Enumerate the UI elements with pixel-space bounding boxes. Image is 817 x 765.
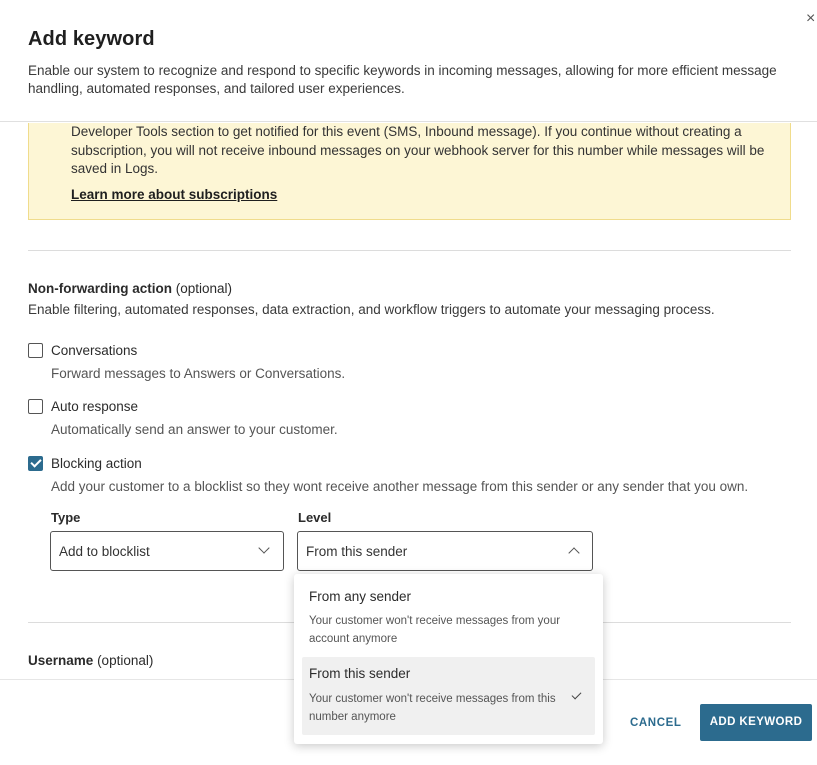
chevron-down-icon [258,542,269,553]
auto-response-description: Automatically send an answer to your customer. [51,422,338,437]
non-forwarding-title [28,281,232,296]
learn-more-subscriptions-link[interactable]: Learn more about subscriptions [71,187,278,202]
blocking-action-checkbox[interactable] [28,456,43,471]
non-forwarding-title-text: Non-forwarding action [28,281,172,296]
optional-tag: (optional) [175,281,233,296]
blocking-action-label[interactable]: Blocking action [51,456,142,471]
auto-response-label[interactable]: Auto response [51,399,139,414]
chevron-up-icon [568,547,579,558]
username-title-text: Username [28,653,94,668]
blocking-action-description: Add your customer to a blocklist so they wont receive another message from this sender or any sender that you own. [51,479,749,494]
auto-response-checkbox[interactable] [28,399,43,414]
conversations-label[interactable]: Conversations [51,343,138,358]
checkmark-icon [572,690,582,700]
optional-tag: (optional) [97,653,154,668]
dialog-header [0,0,817,122]
level-select-value: From this sender [306,544,408,559]
dialog-title: Add keyword [28,28,155,50]
option-description: Your customer won't receive messages from your account anymore [309,615,561,645]
option-title: From this sender [309,666,411,681]
level-label: Level [298,510,332,525]
divider [28,250,791,251]
dropdown-option-from-any-sender[interactable] [302,580,595,652]
cancel-button[interactable]: CANCEL [630,717,682,729]
type-select-value: Add to blocklist [59,544,150,559]
option-description: Your customer won't receive messages from this number anymore [309,693,556,723]
option-title: From any sender [309,589,412,604]
subscription-warning [28,123,791,220]
conversations-description: Forward messages to Answers or Conversations. [51,366,346,381]
non-forwarding-description: Enable filtering, automated responses, data extraction, and workflow triggers to automate your messaging process. [28,302,715,317]
warning-text: Developer Tools section to get notified for this event (SMS, Inbound message). If you continue without creating a subscription, you will not receive inbound messages on your webhook server for this number while messages will be saved in Logs. [71,124,765,176]
username-title [28,653,153,668]
level-dropdown-menu [294,574,603,744]
type-label: Type [51,510,81,525]
level-select[interactable] [297,531,593,571]
dropdown-option-from-this-sender[interactable] [302,657,595,735]
dialog-subtitle: Enable our system to recognize and respond to specific keywords in incoming messages, allowing for more efficient message handling, automated responses, and tailored user experiences. [28,63,777,96]
close-icon[interactable]: × [806,10,816,27]
conversations-checkbox[interactable] [28,343,43,358]
add-keyword-button[interactable]: ADD KEYWORD [700,704,812,741]
type-select[interactable] [50,531,284,571]
